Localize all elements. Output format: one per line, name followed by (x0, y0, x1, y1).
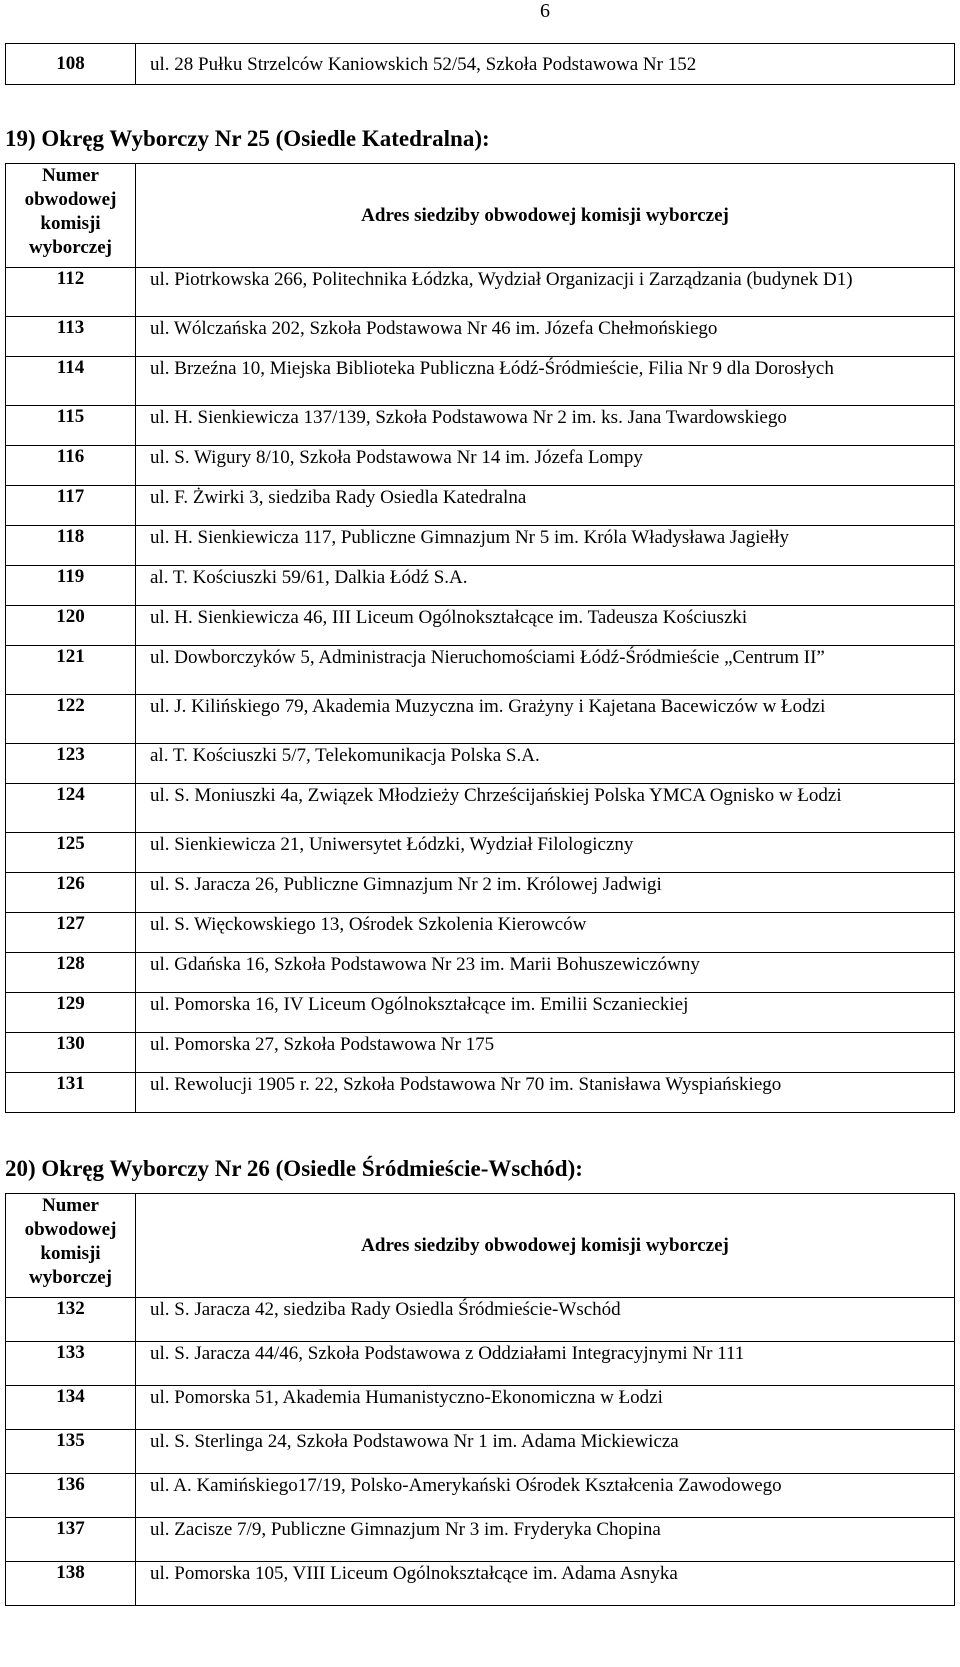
continuation-table (5, 43, 955, 85)
commission-number: 137 (6, 1518, 136, 1562)
commission-number: 131 (6, 1073, 136, 1113)
commission-address: ul. Gdańska 16, Szkoła Podstawowa Nr 23 im. Marii Bohuszewiczówny (136, 953, 955, 993)
commission-address: ul. Zacisze 7/9, Publiczne Gimnazjum Nr 3 im. Fryderyka Chopina (136, 1518, 955, 1562)
table-row (6, 268, 955, 317)
commission-number: 118 (6, 526, 136, 566)
commission-table (5, 163, 955, 1113)
header-address-label: Adres siedziby obwodowej komisji wyborczej (136, 164, 955, 268)
commission-address: ul. Wólczańska 202, Szkoła Podstawowa Nr 46 im. Józefa Chełmońskiego (136, 317, 955, 357)
table-row (6, 953, 955, 993)
commission-address: ul. S. Wigury 8/10, Szkoła Podstawowa Nr 14 im. Józefa Lompy (136, 446, 955, 486)
commission-address: ul. Rewolucji 1905 r. 22, Szkoła Podstawowa Nr 70 im. Stanisława Wyspiańskiego (136, 1073, 955, 1113)
table-row (6, 1073, 955, 1113)
table-row (6, 695, 955, 744)
commission-address: ul. 28 Pułku Strzelców Kaniowskich 52/54, Szkoła Podstawowa Nr 152 (136, 44, 955, 85)
commission-number: 124 (6, 784, 136, 833)
commission-number: 117 (6, 486, 136, 526)
commission-address: ul. Piotrkowska 266, Politechnika Łódzka, Wydział Organizacji i Zarządzania (budynek D1) (136, 268, 955, 317)
commission-number: 132 (6, 1298, 136, 1342)
header-address-label: Adres siedziby obwodowej komisji wyborczej (136, 1194, 955, 1298)
commission-number: 129 (6, 993, 136, 1033)
table-row (6, 406, 955, 446)
table-row (6, 486, 955, 526)
table-row (6, 1562, 955, 1606)
commission-address: ul. F. Żwirki 3, siedziba Rady Osiedla Katedralna (136, 486, 955, 526)
commission-address: ul. Dowborczyków 5, Administracja Nieruchomościami Łódź-Śródmieście „Centrum II” (136, 646, 955, 695)
commission-address: ul. S. Sterlinga 24, Szkoła Podstawowa Nr 1 im. Adama Mickiewicza (136, 1430, 955, 1474)
table-row (6, 44, 955, 85)
commission-address: al. T. Kościuszki 59/61, Dalkia Łódź S.A. (136, 566, 955, 606)
table-row (6, 606, 955, 646)
commission-address: ul. S. Więckowskiego 13, Ośrodek Szkolenia Kierowców (136, 913, 955, 953)
commission-address: ul. H. Sienkiewicza 137/139, Szkoła Podstawowa Nr 2 im. ks. Jana Twardowskiego (136, 406, 955, 446)
table-row (6, 1430, 955, 1474)
commission-address: ul. A. Kamińskiego17/19, Polsko-Amerykański Ośrodek Kształcenia Zawodowego (136, 1474, 955, 1518)
table-row (6, 446, 955, 486)
commission-table (5, 1193, 955, 1606)
table-row (6, 1342, 955, 1386)
header-row (6, 164, 955, 268)
commission-address: ul. S. Jaracza 26, Publiczne Gimnazjum Nr 2 im. Królowej Jadwigi (136, 873, 955, 913)
header-number-label: Numer obwodowej komisji wyborczej (6, 1194, 136, 1298)
commission-number: 115 (6, 406, 136, 446)
commission-address: ul. S. Jaracza 42, siedziba Rady Osiedla Śródmieście-Wschód (136, 1298, 955, 1342)
table-row (6, 744, 955, 784)
commission-number: 133 (6, 1342, 136, 1386)
commission-number: 138 (6, 1562, 136, 1606)
commission-number: 121 (6, 646, 136, 695)
table-row (6, 357, 955, 406)
commission-address: ul. S. Moniuszki 4a, Związek Młodzieży Chrześcijańskiej Polska YMCA Ognisko w Łodzi (136, 784, 955, 833)
commission-number: 126 (6, 873, 136, 913)
commission-number: 134 (6, 1386, 136, 1430)
commission-number: 136 (6, 1474, 136, 1518)
commission-number: 120 (6, 606, 136, 646)
commission-number: 119 (6, 566, 136, 606)
table-row (6, 993, 955, 1033)
header-row (6, 1194, 955, 1298)
table-row (6, 317, 955, 357)
header-number-label: Numer obwodowej komisji wyborczej (6, 164, 136, 268)
table-row (6, 833, 955, 873)
table-row (6, 1386, 955, 1430)
commission-number: 128 (6, 953, 136, 993)
table-row (6, 646, 955, 695)
commission-number: 123 (6, 744, 136, 784)
section-title: 19) Okręg Wyborczy Nr 25 (Osiedle Katedralna): (5, 126, 490, 151)
commission-number: 125 (6, 833, 136, 873)
page-header (0, 0, 960, 26)
table-row (6, 873, 955, 913)
page-number: 6 (540, 0, 550, 22)
commission-number: 130 (6, 1033, 136, 1073)
commission-address: ul. Pomorska 27, Szkoła Podstawowa Nr 175 (136, 1033, 955, 1073)
commission-address: ul. S. Jaracza 44/46, Szkoła Podstawowa z Oddziałami Integracyjnymi Nr 111 (136, 1342, 955, 1386)
table-row (6, 566, 955, 606)
commission-address: al. T. Kościuszki 5/7, Telekomunikacja Polska S.A. (136, 744, 955, 784)
commission-number: 127 (6, 913, 136, 953)
table-row (6, 913, 955, 953)
table-row (6, 526, 955, 566)
commission-address: ul. Brzeźna 10, Miejska Biblioteka Publiczna Łódź-Śródmieście, Filia Nr 9 dla Dorosłych (136, 357, 955, 406)
commission-address: ul. Pomorska 16, IV Liceum Ogólnokształcące im. Emilii Sczanieckiej (136, 993, 955, 1033)
commission-address: ul. H. Sienkiewicza 117, Publiczne Gimnazjum Nr 5 im. Króla Władysława Jagiełły (136, 526, 955, 566)
table-row (6, 1518, 955, 1562)
commission-number: 113 (6, 317, 136, 357)
section-title: 20) Okręg Wyborczy Nr 26 (Osiedle Śródmieście-Wschód): (5, 1156, 583, 1181)
commission-address: ul. Sienkiewicza 21, Uniwersytet Łódzki, Wydział Filologiczny (136, 833, 955, 873)
commission-address: ul. Pomorska 51, Akademia Humanistyczno-Ekonomiczna w Łodzi (136, 1386, 955, 1430)
commission-number: 108 (6, 44, 136, 85)
table-row (6, 784, 955, 833)
table-row (6, 1474, 955, 1518)
table-row (6, 1298, 955, 1342)
commission-address: ul. J. Kilińskiego 79, Akademia Muzyczna im. Grażyny i Kajetana Bacewiczów w Łodzi (136, 695, 955, 744)
commission-address: ul. H. Sienkiewicza 46, III Liceum Ogólnokształcące im. Tadeusza Kościuszki (136, 606, 955, 646)
commission-number: 135 (6, 1430, 136, 1474)
commission-number: 112 (6, 268, 136, 317)
commission-number: 116 (6, 446, 136, 486)
commission-number: 122 (6, 695, 136, 744)
table-row (6, 1033, 955, 1073)
commission-address: ul. Pomorska 105, VIII Liceum Ogólnokształcące im. Adama Asnyka (136, 1562, 955, 1606)
commission-number: 114 (6, 357, 136, 406)
